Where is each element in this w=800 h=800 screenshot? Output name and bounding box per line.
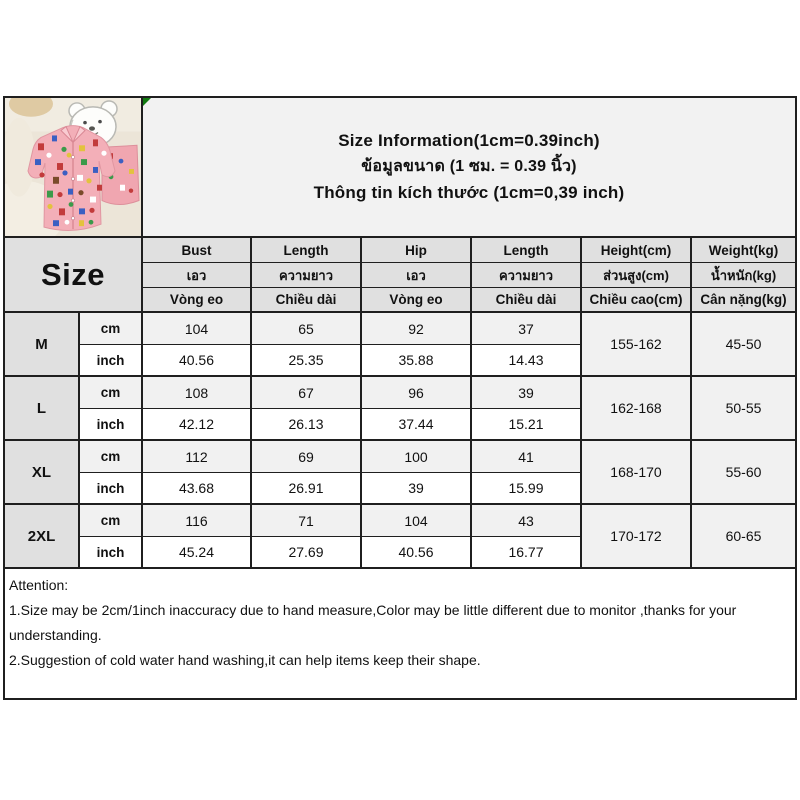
value-2xl-hip-inch: 40.56 [362,537,472,569]
attention-note-1: 1.Size may be 2cm/1inch inaccuracy due to hand measure,Color may be little different due to monitor ,thanks for your understanding. [9,602,737,643]
value-2xl-bust-inch: 45.24 [143,537,252,569]
value-xl-bust-cm: 112 [143,441,252,473]
col-header-length2-th: ความยาว [472,263,582,288]
unit-label-cm: cm [80,377,143,409]
col-header-hip-th: เอว [362,263,472,288]
value-m-length1-cm: 65 [252,313,362,345]
value-l-bust-cm: 108 [143,377,252,409]
size-row-label-xl: XL [5,441,80,505]
col-header-weight-vi: Cân nặng(kg) [692,288,795,313]
value-2xl-length1-inch: 27.69 [252,537,362,569]
col-header-height-th: ส่วนสูง(cm) [582,263,692,288]
value-2xl-hip-cm: 104 [362,505,472,537]
value-l-length2-cm: 39 [472,377,582,409]
value-m-bust-inch: 40.56 [143,345,252,377]
corner-size-label: Size [5,238,143,313]
value-xl-hip-cm: 100 [362,441,472,473]
value-xl-hip-inch: 39 [362,473,472,505]
attention-note-2: 2.Suggestion of cold water hand washing,it can help items keep their shape. [9,652,481,668]
size-row-label-m: M [5,313,80,377]
col-header-bust-vi: Vòng eo [143,288,252,313]
col-header-length2-en: Length [472,238,582,263]
col-header-bust-en: Bust [143,238,252,263]
value-l-weight: 50-55 [692,377,795,441]
value-m-hip-inch: 35.88 [362,345,472,377]
value-xl-length2-cm: 41 [472,441,582,473]
col-header-length1-vi: Chiều dài [252,288,362,313]
size-row-label-2xl: 2XL [5,505,80,569]
value-2xl-height: 170-172 [582,505,692,569]
value-m-hip-cm: 92 [362,313,472,345]
value-xl-length1-cm: 69 [252,441,362,473]
value-2xl-length2-inch: 16.77 [472,537,582,569]
value-l-length1-cm: 67 [252,377,362,409]
product-photo [5,98,143,238]
value-l-length1-inch: 26.13 [252,409,362,441]
col-header-length2-vi: Chiều dài [472,288,582,313]
value-m-bust-cm: 104 [143,313,252,345]
col-header-weight-th: น้ำหนัก(kg) [692,263,795,288]
value-m-weight: 45-50 [692,313,795,377]
value-m-length2-inch: 14.43 [472,345,582,377]
title-block [143,98,795,238]
col-header-hip-en: Hip [362,238,472,263]
col-header-length1-en: Length [252,238,362,263]
col-header-hip-vi: Vòng eo [362,288,472,313]
unit-label-inch: inch [80,409,143,441]
value-xl-height: 168-170 [582,441,692,505]
value-l-height: 162-168 [582,377,692,441]
col-header-length1-th: ความยาว [252,263,362,288]
value-l-hip-inch: 37.44 [362,409,472,441]
unit-label-inch: inch [80,473,143,505]
pajama-set-illustration [5,98,141,236]
unit-label-inch: inch [80,345,143,377]
title-thai: ข้อมูลขนาด (1 ซม. = 0.39 นิ้ว) [361,158,577,175]
value-2xl-weight: 60-65 [692,505,795,569]
value-m-height: 155-162 [582,313,692,377]
cell-corner-flag-icon [143,98,151,106]
title-vietnamese: Thông tin kích thước (1cm=0,39 inch) [313,183,625,202]
value-xl-length1-inch: 26.91 [252,473,362,505]
value-2xl-bust-cm: 116 [143,505,252,537]
title-english: Size Information(1cm=0.39inch) [338,131,600,150]
value-m-length2-cm: 37 [472,313,582,345]
value-l-length2-inch: 15.21 [472,409,582,441]
value-xl-bust-inch: 43.68 [143,473,252,505]
col-header-bust-th: เอว [143,263,252,288]
value-l-hip-cm: 96 [362,377,472,409]
size-row-label-l: L [5,377,80,441]
col-header-height-en: Height(cm) [582,238,692,263]
value-l-bust-inch: 42.12 [143,409,252,441]
size-chart-table [3,96,797,700]
attention-note [5,569,795,698]
col-header-weight-en: Weight(kg) [692,238,795,263]
unit-label-cm: cm [80,505,143,537]
value-2xl-length1-cm: 71 [252,505,362,537]
value-m-length1-inch: 25.35 [252,345,362,377]
unit-label-cm: cm [80,313,143,345]
value-xl-weight: 55-60 [692,441,795,505]
unit-label-inch: inch [80,537,143,569]
value-2xl-length2-cm: 43 [472,505,582,537]
value-xl-length2-inch: 15.99 [472,473,582,505]
col-header-height-vi: Chiều cao(cm) [582,288,692,313]
attention-heading: Attention: [9,577,69,593]
unit-label-cm: cm [80,441,143,473]
